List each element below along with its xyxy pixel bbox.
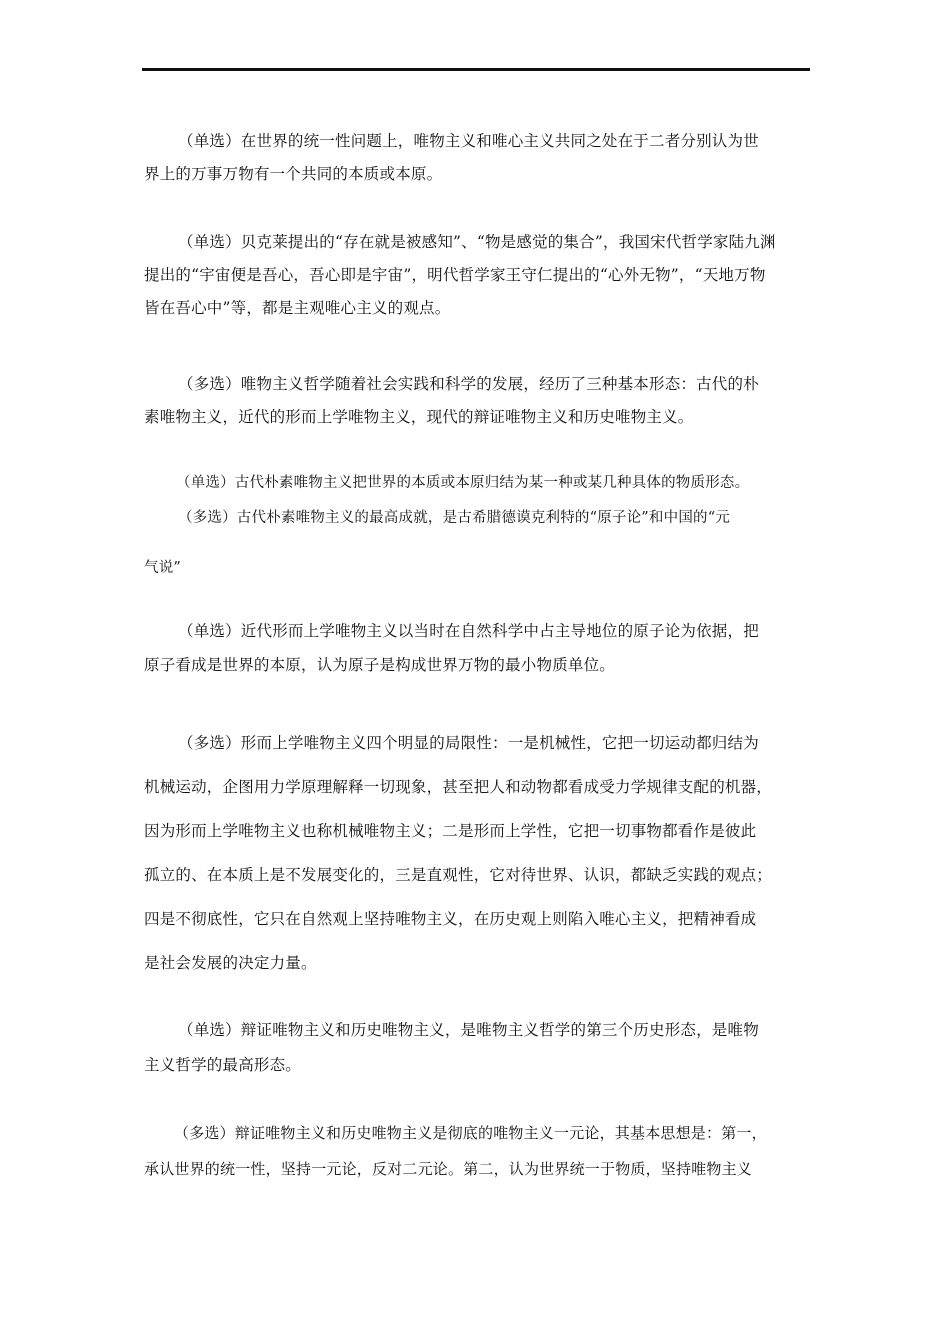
- text-line: 原子看成是世界的本原，认为原子是构成世界万物的最小物质单位。: [144, 656, 616, 674]
- text-line: 因为形而上学唯物主义也称机械唯物主义；二是形而上学性，它把一切事物都看作是彼此: [144, 822, 757, 840]
- text-line: （多选）古代朴素唯物主义的最高成就，是古希腊德谟克利特的“原子论”和中国的“元: [178, 510, 731, 526]
- text-line: 提出的“宇宙便是吾心，吾心即是宇宙”，明代哲学家王守仁提出的“心外无物”，“天地万物: [144, 266, 766, 284]
- header-rule: [142, 68, 810, 71]
- paragraph-9: [144, 1115, 812, 1187]
- text-line: （多选）唯物主义哲学随着社会实践和科学的发展，经历了三种基本形态：古代的朴: [178, 375, 759, 393]
- text-line: （单选）辩证唯物主义和历史唯物主义，是唯物主义哲学的第三个历史形态，是唯物: [178, 1021, 759, 1039]
- paragraph-3: [144, 368, 812, 434]
- text-line: 素唯物主义，近代的形而上学唯物主义，现代的辩证唯物主义和历史唯物主义。: [144, 408, 694, 426]
- text-line: 机械运动，企图用力学原理解释一切现象，甚至把人和动物都看成受力学规律支配的机器，: [144, 778, 773, 796]
- text-line: 孤立的、在本质上是不发展变化的，三是直观性，它对待世界、认识，都缺乏实践的观点；: [144, 866, 773, 884]
- text-line: 界上的万事万物有一个共同的本质或本原。: [144, 165, 443, 183]
- text-line: （单选）古代朴素唯物主义把世界的本质或本原归结为某一种或某几种具体的物质形态。: [176, 475, 750, 491]
- paragraph-8: [144, 1013, 812, 1083]
- text-line: （单选）贝克莱提出的“存在就是被感知”、“物是感觉的集合”，我国宋代哲学家陆九渊: [178, 233, 776, 251]
- text-line: （单选）在世界的统一性问题上，唯物主义和唯心主义共同之处在于二者分别认为世: [178, 132, 759, 150]
- paragraph-6: [144, 614, 812, 682]
- text-line: （单选）近代形而上学唯物主义以当时在自然科学中占主导地位的原子论为依据，把: [178, 622, 759, 640]
- paragraph-1: [144, 125, 812, 191]
- text-line: 气说”: [144, 560, 182, 576]
- text-line: 是社会发展的决定力量。: [144, 954, 317, 972]
- paragraph-2: [144, 226, 812, 325]
- text-line: 四是不彻底性，它只在自然观上坚持唯物主义，在历史观上则陷入唯心主义，把精神看成: [144, 910, 757, 928]
- text-line: 皆在吾心中”等，都是主观唯心主义的观点。: [144, 299, 451, 317]
- paragraph-4: [144, 468, 812, 498]
- text-line: （多选）辩证唯物主义和历史唯物主义是彻底的唯物主义一元论，其基本思想是：第一，: [174, 1124, 767, 1142]
- paragraph-7: [144, 721, 812, 985]
- paragraph-5: [144, 503, 812, 583]
- text-line: （多选）形而上学唯物主义四个明显的局限性：一是机械性，它把一切运动都归结为: [178, 734, 759, 752]
- text-line: 主义哲学的最高形态。: [144, 1056, 302, 1074]
- text-line: 承认世界的统一性，坚持一元论，反对二元论。第二，认为世界统一于物质，坚持唯物主义: [144, 1160, 753, 1178]
